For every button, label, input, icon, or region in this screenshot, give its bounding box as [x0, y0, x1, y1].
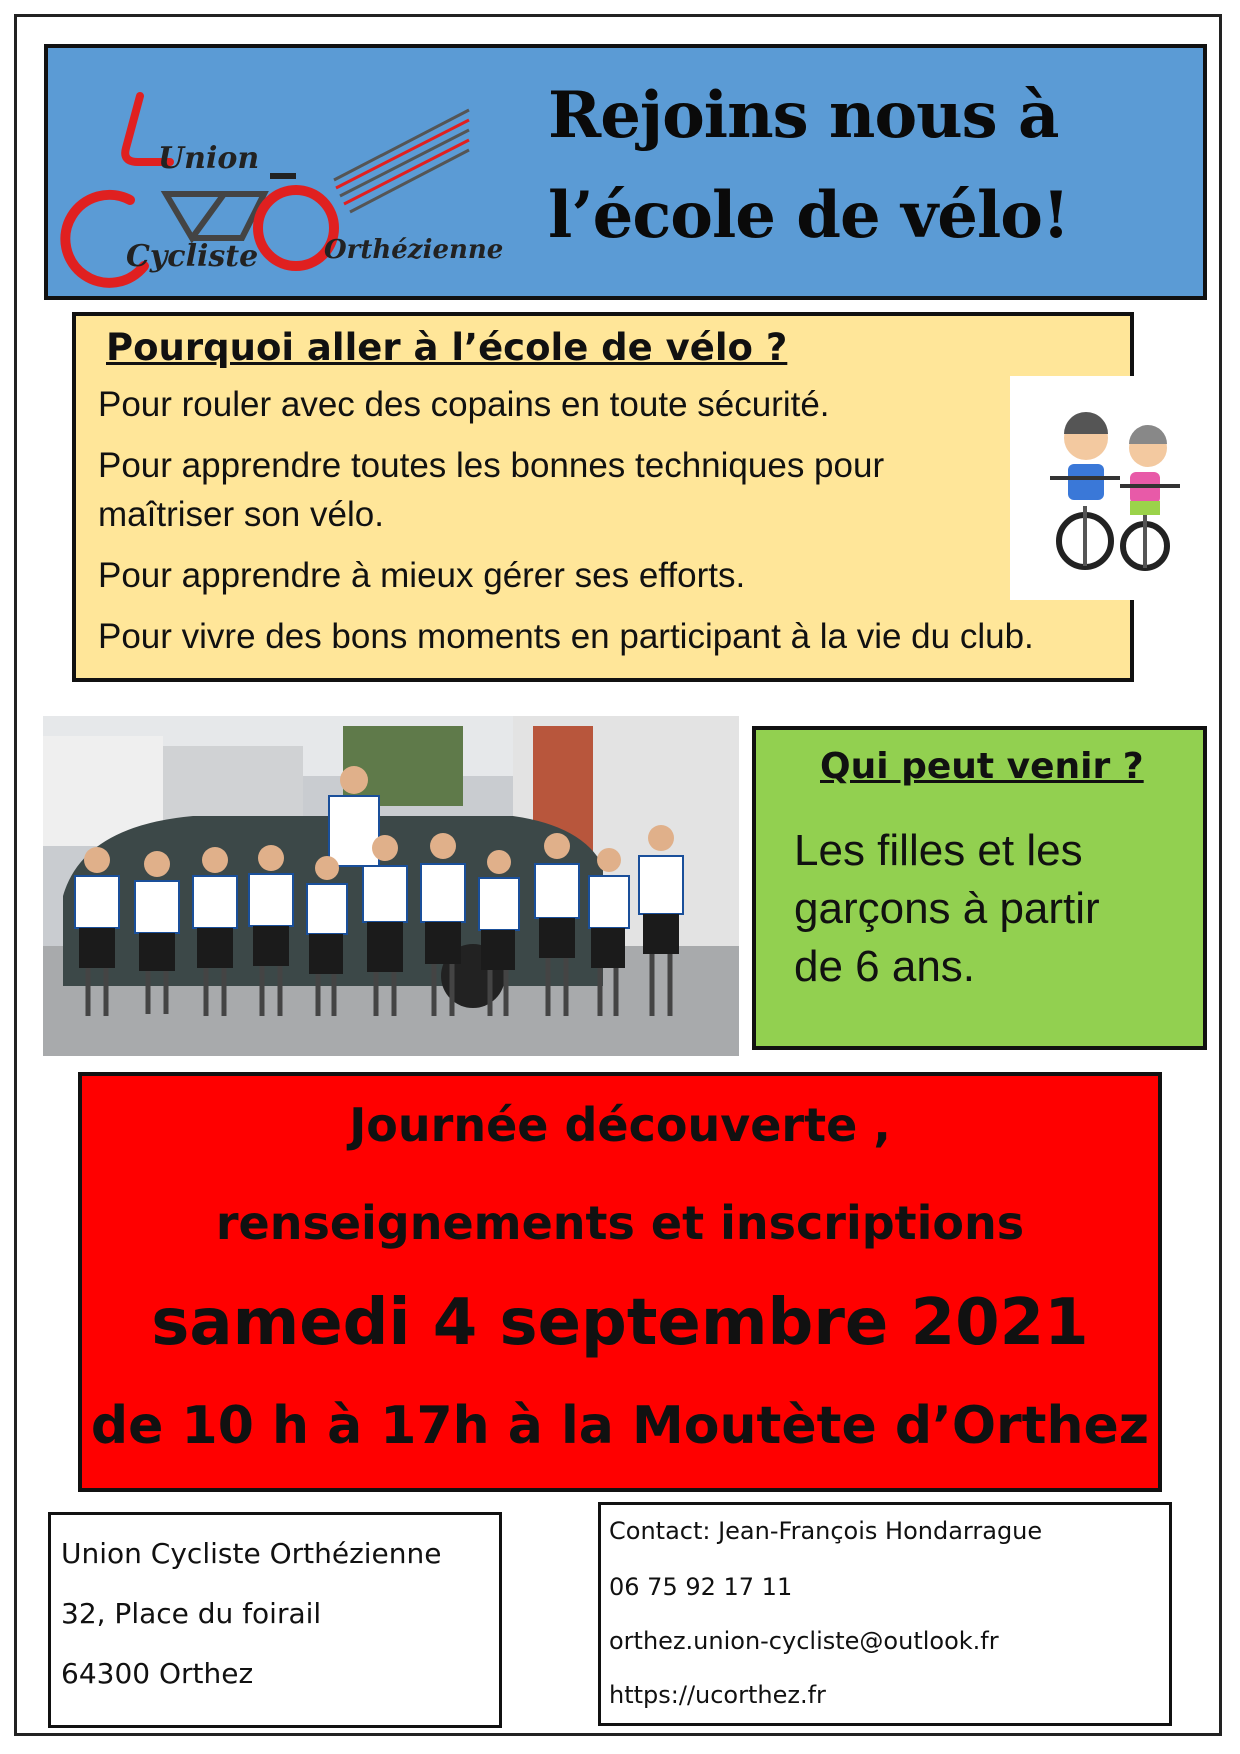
contact-website[interactable]: https://ucorthez.fr [609, 1681, 826, 1709]
who-title: Qui peut venir ? [820, 746, 1144, 787]
contact-phone: 06 75 92 17 11 [609, 1573, 793, 1601]
who-section [752, 726, 1207, 1050]
why-list [98, 380, 1118, 673]
headline [548, 66, 1168, 266]
contact-email[interactable]: orthez.union-cycliste@outlook.fr [609, 1627, 999, 1655]
who-text-line: Les filles et les [794, 826, 1083, 875]
headline-line-1: Rejoins nous à [548, 78, 1059, 153]
why-item: Pour apprendre toutes les bonnes techniques pour maîtriser son vélo. [98, 446, 885, 534]
club-photo [43, 716, 739, 1056]
svg-text:Orthézienne: Orthézienne [324, 235, 504, 265]
event-subtitle: renseignements et inscriptions [215, 1196, 1025, 1250]
club-logo [74, 88, 504, 274]
header-banner [44, 44, 1207, 300]
svg-text:Cycliste: Cycliste [126, 239, 259, 274]
who-text-line: garçons à partir [794, 884, 1100, 933]
why-item: Pour vivre des bons moments en participant à la vie du club. [98, 617, 1034, 656]
address-line: Union Cycliste Orthézienne [61, 1537, 442, 1570]
address-line: 64300 Orthez [61, 1657, 254, 1690]
why-item: Pour rouler avec des copains en toute sécurité. [98, 385, 830, 424]
event-date: samedi 4 septembre 2021 [151, 1286, 1089, 1360]
who-text-line: de 6 ans. [794, 942, 976, 991]
contact-name: Contact: Jean-François Hondarrague [609, 1517, 1043, 1545]
contact-box [598, 1502, 1172, 1726]
svg-text:Union: Union [158, 141, 260, 176]
kids-cycling-illustration [1010, 376, 1202, 600]
address-line: 32, Place du foirail [61, 1597, 322, 1630]
event-title: Journée découverte , [349, 1098, 891, 1152]
event-time-location: de 10 h à 17h à la Moutète d’Orthez [90, 1396, 1150, 1456]
who-text [794, 822, 1194, 996]
why-section [72, 312, 1134, 682]
address-box [48, 1512, 502, 1728]
headline-line-2: l’école de vélo! [548, 178, 1070, 253]
why-item: Pour apprendre à mieux gérer ses efforts. [98, 556, 746, 595]
event-section [78, 1072, 1162, 1492]
why-title: Pourquoi aller à l’école de vélo ? [106, 326, 788, 369]
